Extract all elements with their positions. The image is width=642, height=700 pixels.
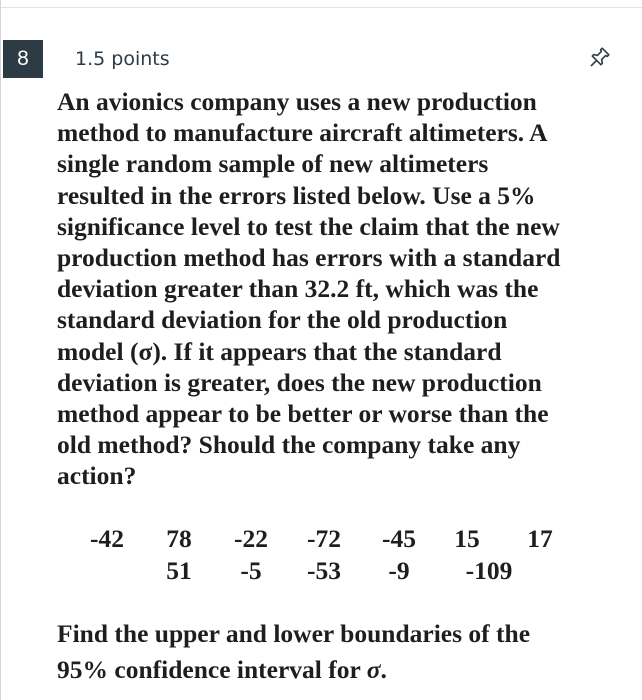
error-value: -45 <box>382 524 416 553</box>
followup-line-2 <box>57 652 632 688</box>
top-divider <box>1 7 642 8</box>
followup-question <box>57 616 632 688</box>
error-value: 51 <box>166 556 192 585</box>
sigma-symbol: σ <box>366 655 381 684</box>
error-value: -5 <box>240 556 262 585</box>
question-text-line: standard deviation for the old production <box>57 305 508 335</box>
followup-line-2-prefix: 95% confidence interval for <box>57 655 367 684</box>
pin-icon[interactable] <box>588 45 612 69</box>
error-value: 17 <box>527 524 553 553</box>
question-text-line: method appear to be better or worse than the <box>57 399 549 429</box>
error-value: -42 <box>90 524 124 553</box>
question-text-line: resulted in the errors listed below. Use a 5% <box>57 180 536 210</box>
error-value: -72 <box>307 524 341 553</box>
question-text-line: model (σ). If it appears that the standard <box>57 336 502 366</box>
error-value: -22 <box>234 524 268 553</box>
error-value: 15 <box>454 524 480 553</box>
error-value: -109 <box>465 556 513 585</box>
question-points: 1.5 points <box>75 48 170 70</box>
error-value: -9 <box>388 556 410 585</box>
question-text-line: production method has errors with a standard <box>57 243 561 273</box>
followup-line-2-suffix: . <box>380 655 387 684</box>
question-text-line: method to manufacture aircraft altimeters. A <box>57 118 548 148</box>
question-text-line: An avionics company uses a new production <box>57 87 537 116</box>
question-text-line: deviation is greater, does the new production <box>57 367 542 397</box>
question-number-badge: 8 <box>3 40 43 78</box>
question-text-line: action? <box>57 461 137 491</box>
question-text-line: deviation greater than 32.2 ft, which was the <box>57 274 539 304</box>
error-value: -53 <box>307 556 341 585</box>
question-text-line: significance level to test the claim that the new <box>57 211 560 241</box>
followup-line-1: Find the upper and lower boundaries of the <box>57 619 531 648</box>
question-text <box>57 86 632 492</box>
question-text-line: single random sample of new altimeters <box>57 149 489 179</box>
error-value: 78 <box>166 524 192 553</box>
question-text-line: old method? Should the company take any <box>57 430 521 460</box>
